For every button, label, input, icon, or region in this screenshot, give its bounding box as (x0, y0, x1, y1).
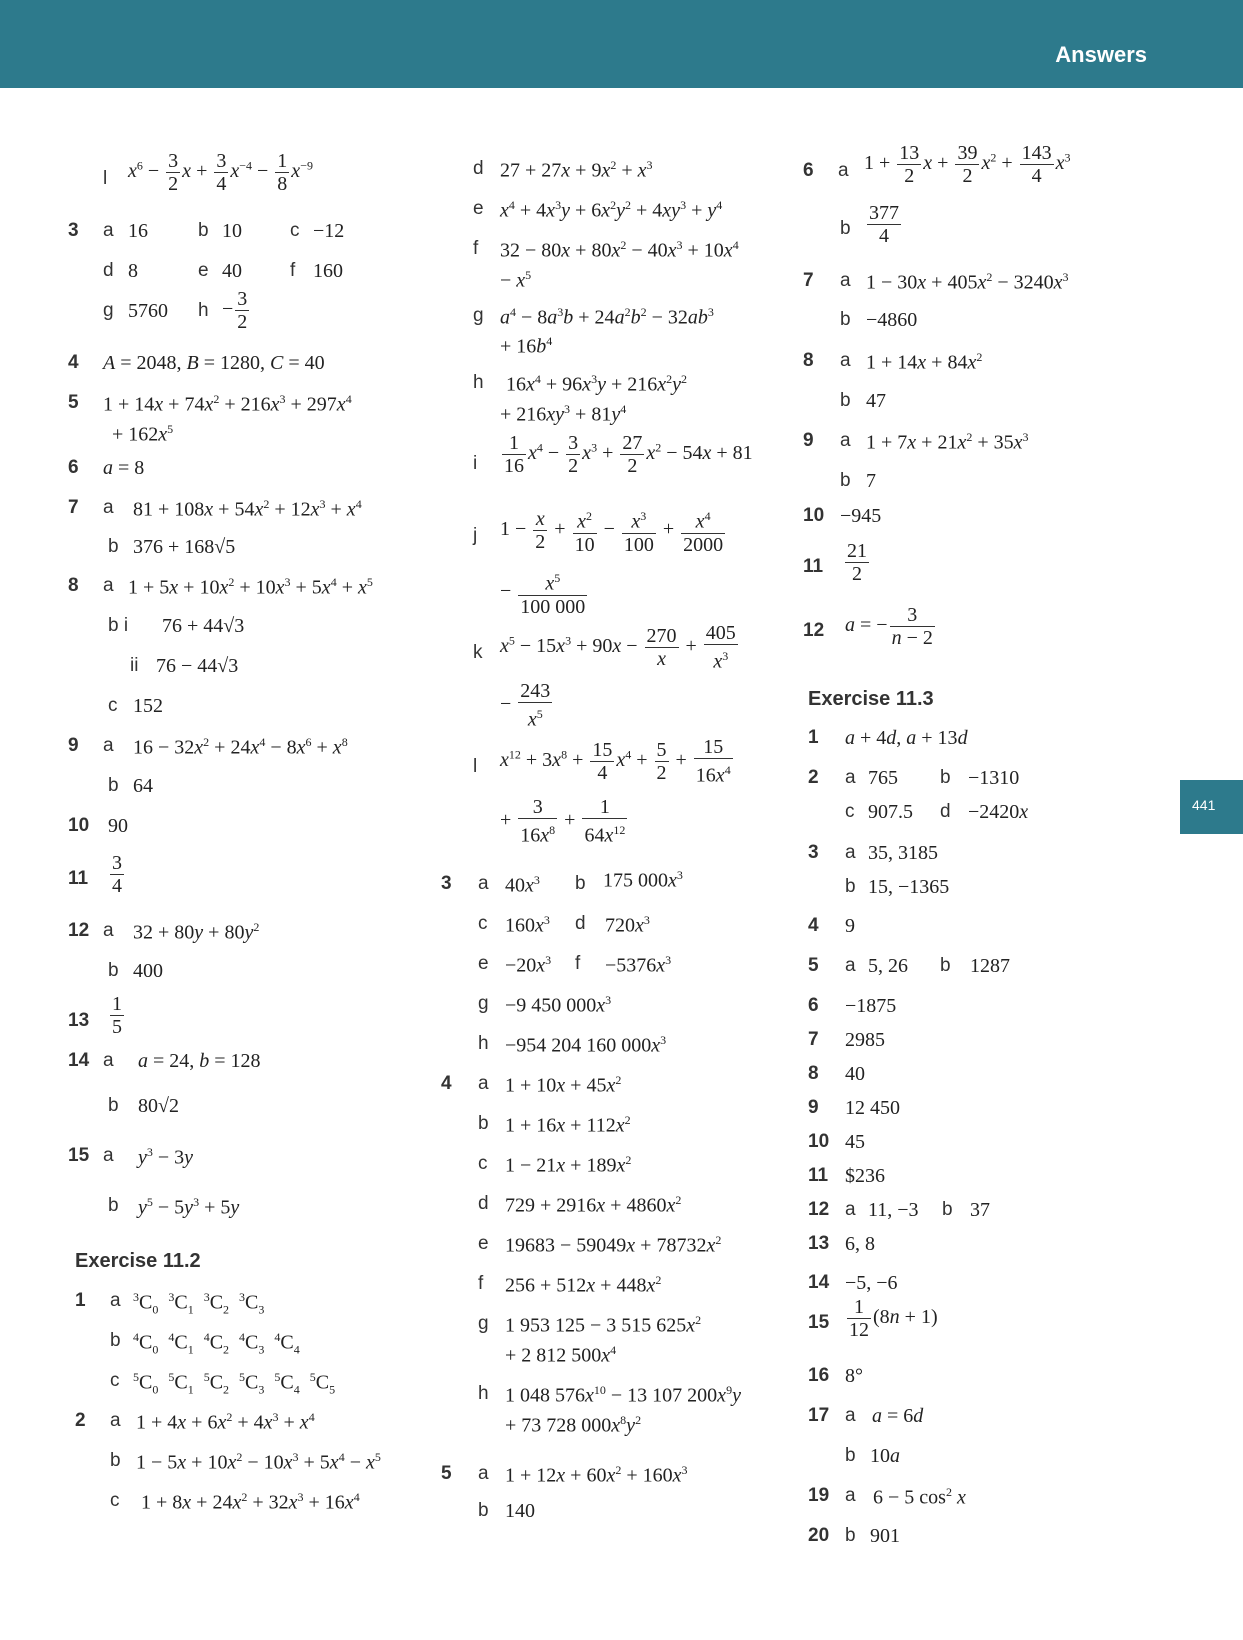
item-letter: b (845, 1445, 856, 1466)
answer-text: $a^4 - 8a^3b + 24a^2b^2 - 32ab^3$ (500, 305, 714, 329)
answer-text: −4860 (866, 309, 918, 331)
answer-text: 400 (133, 960, 163, 982)
answer-text: 1 − $\frac{x}{2}$ + $\frac{x^2}{10}$ − $\frac{x^3}{100}$ + $\frac{x^4}{2000}$ (500, 505, 727, 556)
answer-text: $729 + 2916x + 4860x^2$ (505, 1193, 682, 1217)
item-letter: a (840, 270, 851, 291)
item-letter: a (845, 842, 856, 863)
question-number: 15 (68, 1145, 90, 1166)
item-letter: b (108, 1095, 119, 1116)
answer-text: $\frac{3}{4}$ (112, 852, 122, 897)
question-number: 4 (68, 352, 79, 373)
item-letter: b (110, 1330, 121, 1351)
answer-text: 47 (866, 390, 886, 412)
item-letter: b (940, 767, 951, 788)
item-letter: a (103, 497, 114, 518)
item-letter: b i (108, 615, 129, 636)
answer-text: 140 (505, 1500, 535, 1522)
answer-text: 15, −1365 (868, 876, 950, 898)
item-letter: g (473, 305, 484, 326)
item-letter: l (103, 168, 108, 189)
item-letter: e (198, 260, 209, 281)
answer-text: −12 (313, 220, 345, 242)
answer-text: $1 - 21x + 189x^2$ (505, 1153, 632, 1177)
page-number-tab (1180, 780, 1243, 834)
item-letter: g (478, 993, 489, 1014)
answer-text: a + 4d, a + 13d (845, 727, 968, 749)
item-letter: h (478, 1383, 489, 1404)
answer-text: 76 + 44√3 (162, 615, 245, 637)
item-letter: c (108, 695, 118, 716)
item-letter: e (473, 198, 484, 219)
item-letter: b (840, 390, 851, 411)
page-number: 441 (1192, 797, 1216, 813)
answer-text: 5, 26 (868, 955, 908, 977)
answer-text: $1 + 4x + 6x^2 + 4x^3 + x^4$ (136, 1410, 315, 1434)
item-letter: a (840, 350, 851, 371)
answer-text: $1 + 14x + 74x^2 + 216x^3 + 297x^4$ (103, 392, 352, 416)
answer-text: $\frac{1}{12}$ (8n + 1) (849, 1296, 938, 1341)
item-letter: c (478, 913, 488, 934)
item-letter: b (108, 775, 119, 796)
question-number: 12 (803, 620, 825, 641)
item-letter: a (103, 220, 114, 241)
answer-text: 16 (128, 220, 148, 242)
answer-text: $160x^3$ (505, 913, 550, 937)
answer-text: −2420x (968, 801, 1029, 823)
answer-text: $720x^3$ (605, 913, 650, 937)
question-number: 6 (68, 457, 79, 478)
answer-text: 40 (222, 260, 242, 282)
question-number: 12 (808, 1199, 830, 1220)
answer-text: 10 (222, 220, 242, 242)
item-letter: k (473, 642, 483, 663)
answer-text: −5, −6 (845, 1272, 898, 1294)
answer-text: $-20x^3$ (505, 953, 552, 977)
answer-text: $x^4 + 4x^3y + 6x^2y^2 + 4xy^3 + y^4$ (500, 198, 723, 222)
answer-text: 175 $000x^3$ (603, 868, 683, 892)
item-letter: b (845, 1525, 856, 1546)
item-letter: f (290, 260, 296, 281)
item-letter: b (940, 955, 951, 976)
answer-text: + $216xy^3 + 81y^4$ (500, 402, 627, 426)
answer-text: $\frac{1}{16}$ $x^4$ − $\frac{3}{2}$ $x^3$ + $\frac{27}{2}$ $x^2 - 54x + 81$ (504, 432, 753, 477)
answer-text: $16 - 32x^2 + 24x^4 - 8x^6 + x^8$ (133, 735, 348, 759)
answer-text: −1875 (845, 995, 897, 1017)
answer-text: $1 - 5x + 10x^2 - 10x^3 + 5x^4 - x^5$ (136, 1450, 381, 1474)
answer-text: $y^5 - 5y^3 + 5y$ (138, 1195, 240, 1219)
item-letter: d (103, 260, 114, 281)
answer-text: $^3C_0$ $^3C_1$ $^3C_2$ $^3C_3$ (133, 1290, 265, 1317)
question-number: 10 (803, 505, 825, 526)
item-letter: c (478, 1153, 488, 1174)
answer-text: 160 (313, 260, 343, 282)
exercise-heading: Exercise 11.3 (808, 688, 934, 710)
answer-text: 1 953 125 − 3 515 $625x^2$ (505, 1313, 702, 1337)
item-letter: a (478, 1073, 489, 1094)
answer-text: 45 (845, 1131, 865, 1153)
answer-text: $1 + 8x + 24x^2 + 32x^3 + 16x^4$ (141, 1490, 360, 1514)
question-number: 8 (68, 575, 79, 596)
item-letter: b (575, 873, 586, 894)
answer-text: $1 - 30x + 405x^2 - 3240x^3$ (866, 270, 1069, 294)
answer-text: + $162x^5$ (112, 422, 174, 446)
item-letter: d (940, 801, 951, 822)
item-letter: a (110, 1410, 121, 1431)
item-letter: b (478, 1113, 489, 1134)
item-letter: a (845, 1199, 856, 1220)
answer-text: 8 (128, 260, 138, 282)
item-letter: a (103, 920, 114, 941)
item-letter: b (845, 876, 856, 897)
item-letter: j (473, 525, 478, 546)
question-number: 3 (808, 842, 819, 863)
question-number: 2 (808, 767, 819, 788)
item-letter: b (840, 309, 851, 330)
item-letter: g (103, 300, 114, 321)
item-letter: a (838, 160, 849, 181)
answer-text: 35, 3185 (868, 842, 938, 864)
question-number: 20 (808, 1525, 830, 1546)
answer-text: 10a (870, 1445, 900, 1467)
question-number: 1 (75, 1290, 86, 1311)
item-letter: b (108, 1195, 119, 1216)
answer-text: $x^{12} + 3x^8$ + $\frac{15}{4}$ $x^4$ + $\frac{5}{2}$ + $\frac{15}{16x^4}$ (500, 736, 731, 787)
answer-text: 6, 8 (845, 1233, 875, 1255)
question-number: 5 (441, 1463, 452, 1484)
question-number: 8 (808, 1063, 819, 1084)
question-number: 4 (808, 915, 819, 936)
item-letter: ii (130, 655, 139, 676)
question-number: 6 (803, 160, 814, 181)
answer-text: − $\frac{243}{x^5}$ (500, 680, 551, 731)
question-number: 2 (75, 1410, 86, 1431)
item-letter: h (478, 1033, 489, 1054)
answer-text: $^5C_0$ $^5C_1$ $^5C_2$ $^5C_3$ $^5C_4$ $^5C_5$ (133, 1370, 336, 1397)
question-number: 13 (68, 1010, 90, 1031)
answer-text: $y^3 - 3y$ (138, 1145, 194, 1169)
question-number: 14 (68, 1050, 90, 1071)
question-number: 17 (808, 1405, 830, 1426)
item-letter: a (103, 1050, 114, 1071)
answer-text: − $\frac{3}{2}$ (222, 288, 248, 333)
answer-text: $236 (845, 1165, 885, 1187)
item-letter: a (845, 767, 856, 788)
answer-text: 64 (133, 775, 153, 797)
item-letter: h (473, 372, 484, 393)
question-number: 7 (803, 270, 814, 291)
answer-text: 7 (866, 470, 876, 492)
item-letter: b (108, 536, 119, 557)
answer-text: $\frac{1}{5}$ (112, 993, 122, 1038)
answer-text: $27 + 27x + 9x^2 + x^3$ (500, 158, 653, 182)
answer-text: $\frac{21}{2}$ (847, 540, 867, 585)
question-number: 8 (803, 350, 814, 371)
item-letter: a (103, 575, 114, 596)
answer-text: 12 450 (845, 1097, 900, 1119)
answer-text: 9 (845, 915, 855, 937)
question-number: 11 (68, 868, 89, 889)
answer-text: $32 - 80x + 80x^2 - 40x^3 + 10x^4$ (500, 238, 739, 262)
item-letter: c (110, 1370, 120, 1391)
answer-text: − $\frac{x^5}{100 000}$ (500, 567, 589, 618)
item-letter: a (103, 1145, 114, 1166)
question-number: 11 (808, 1165, 829, 1186)
answer-text: 1 048 $576x^{10} - 13$ 107 $200x^9y$ (505, 1383, 741, 1407)
answer-text: 37 (970, 1199, 990, 1221)
answer-text: 1287 (970, 955, 1010, 977)
answer-text: 907.5 (868, 801, 913, 823)
item-letter: d (473, 158, 484, 179)
question-number: 19 (808, 1485, 830, 1506)
answer-text: −9 450 $000x^3$ (505, 993, 612, 1017)
answer-text: $x^6$ − $\frac{3}{2}$ x + $\frac{3}{4}$ $x^{-4}$ − $\frac{1}{8}$ $x^{-9}$ (128, 150, 313, 195)
item-letter: a (845, 955, 856, 976)
item-letter: d (478, 1193, 489, 1214)
answer-text: 765 (868, 767, 898, 789)
answer-text: −954 204 160 $000x^3$ (505, 1033, 667, 1057)
answer-text: $32 + 80y + 80y^2$ (133, 920, 260, 944)
item-letter: e (478, 1233, 489, 1254)
item-letter: a (478, 1463, 489, 1484)
question-number: 7 (68, 497, 79, 518)
item-letter: e (478, 953, 489, 974)
answer-text: $x^5 - 15x^3 + 90x$ − $\frac{270}{x}$ + $\frac{405}{x^3}$ (500, 622, 736, 673)
question-number: 10 (808, 1131, 830, 1152)
question-number: 11 (803, 556, 824, 577)
item-letter: c (110, 1490, 120, 1511)
answer-text: $1 + 10x + 45x^2$ (505, 1073, 622, 1097)
question-number: 5 (808, 955, 819, 976)
item-letter: a (845, 1405, 856, 1426)
question-number: 1 (808, 727, 819, 748)
item-letter: g (478, 1313, 489, 1334)
answer-text: + $16b^4$ (500, 334, 553, 358)
header-bar (0, 0, 1243, 88)
answer-text: $81 + 108x + 54x^2 + 12x^3 + x^4$ (133, 497, 362, 521)
answer-text: $1 + 12x + 60x^2 + 160x^3$ (505, 1463, 688, 1487)
question-number: 3 (441, 873, 452, 894)
item-letter: c (845, 801, 855, 822)
page-title: Answers (1055, 42, 1147, 67)
answer-text: $40x^3$ (505, 873, 540, 897)
question-number: 3 (68, 220, 79, 241)
answer-text: − $x^5$ (500, 268, 532, 292)
question-number: 16 (808, 1365, 830, 1386)
question-number: 12 (68, 920, 90, 941)
item-letter: l (473, 756, 478, 777)
answer-text: a = 8 (103, 457, 145, 479)
question-number: 14 (808, 1272, 830, 1293)
item-letter: b (110, 1450, 121, 1471)
item-letter: b (108, 960, 119, 981)
answer-text: a = 6d (872, 1405, 924, 1427)
question-number: 9 (68, 735, 79, 756)
item-letter: b (198, 220, 209, 241)
question-number: 4 (441, 1073, 452, 1094)
item-letter: a (110, 1290, 121, 1311)
question-number: 7 (808, 1029, 819, 1050)
answer-text: $1 + 5x + 10x^2 + 10x^3 + 5x^4 + x^5$ (128, 575, 373, 599)
answer-text: −945 (840, 505, 882, 527)
item-letter: f (473, 238, 479, 259)
item-letter: b (840, 218, 851, 239)
answer-text: + 73 728 $000x^8y^2$ (505, 1413, 642, 1437)
answer-text: 76 − 44√3 (156, 655, 239, 677)
item-letter: f (575, 953, 581, 974)
item-letter: a (840, 430, 851, 451)
answer-text: 1 + $\frac{13}{2}$ x + $\frac{39}{2}$ $x^2$ + $\frac{143}{4}$ $x^3$ (864, 142, 1071, 187)
answer-text: $16x^4 + 96x^3y + 216x^2y^2$ (506, 372, 688, 396)
question-number: 5 (68, 392, 79, 413)
answer-text: A = 2048, B = 1280, C = 40 (103, 352, 325, 374)
answer-text: $1 + 7x + 21x^2 + 35x^3$ (866, 430, 1029, 454)
item-letter: c (290, 220, 300, 241)
item-letter: a (845, 1485, 856, 1506)
item-letter: i (473, 453, 478, 474)
exercise-heading: Exercise 11.2 (75, 1250, 201, 1272)
answer-text: + 2 812 $500x^4$ (505, 1343, 617, 1367)
item-letter: h (198, 300, 209, 321)
answer-text: $19683 - 59049x + 78732x^2$ (505, 1233, 722, 1257)
item-letter: b (840, 470, 851, 491)
answer-text: 376 + 168√5 (133, 536, 236, 558)
question-number: 15 (808, 1312, 830, 1333)
item-letter: b (478, 1500, 489, 1521)
question-number: 13 (808, 1233, 830, 1254)
answer-text: 8° (845, 1365, 863, 1387)
answer-text: + $\frac{3}{16x^8}$ + $\frac{1}{64x^{12}}$ (500, 796, 626, 847)
answer-text: −1310 (968, 767, 1020, 789)
answer-text: 2985 (845, 1029, 885, 1051)
item-letter: f (478, 1273, 484, 1294)
answer-text: $-5376x^3$ (605, 953, 672, 977)
answer-text: 6 − 5 $\cos^2 x$ (873, 1485, 966, 1509)
question-number: 6 (808, 995, 819, 1016)
item-letter: a (478, 873, 489, 894)
question-number: 9 (803, 430, 814, 451)
answer-text: 152 (133, 695, 163, 717)
item-letter: a (103, 735, 114, 756)
answer-text: 80√2 (138, 1095, 179, 1117)
answer-text: a = 24, b = 128 (138, 1050, 261, 1072)
question-number: 9 (808, 1097, 819, 1118)
answer-text: $^4C_0$ $^4C_1$ $^4C_2$ $^4C_3$ $^4C_4$ (133, 1330, 300, 1357)
question-number: 10 (68, 815, 90, 836)
item-letter: d (575, 913, 586, 934)
answer-text: a = − $\frac{3}{n - 2}$ (845, 604, 933, 649)
answer-text: $1 + 14x + 84x^2$ (866, 350, 983, 374)
answer-text: 5760 (128, 300, 168, 322)
item-letter: b (942, 1199, 953, 1220)
answer-text: 90 (108, 815, 128, 837)
answer-text: $256 + 512x + 448x^2$ (505, 1273, 662, 1297)
answer-text: 40 (845, 1063, 865, 1085)
answer-text: 11, −3 (868, 1199, 919, 1221)
answer-text: $\frac{377}{4}$ (869, 202, 899, 247)
answer-text: 901 (870, 1525, 900, 1547)
answer-text: $1 + 16x + 112x^2$ (505, 1113, 631, 1137)
